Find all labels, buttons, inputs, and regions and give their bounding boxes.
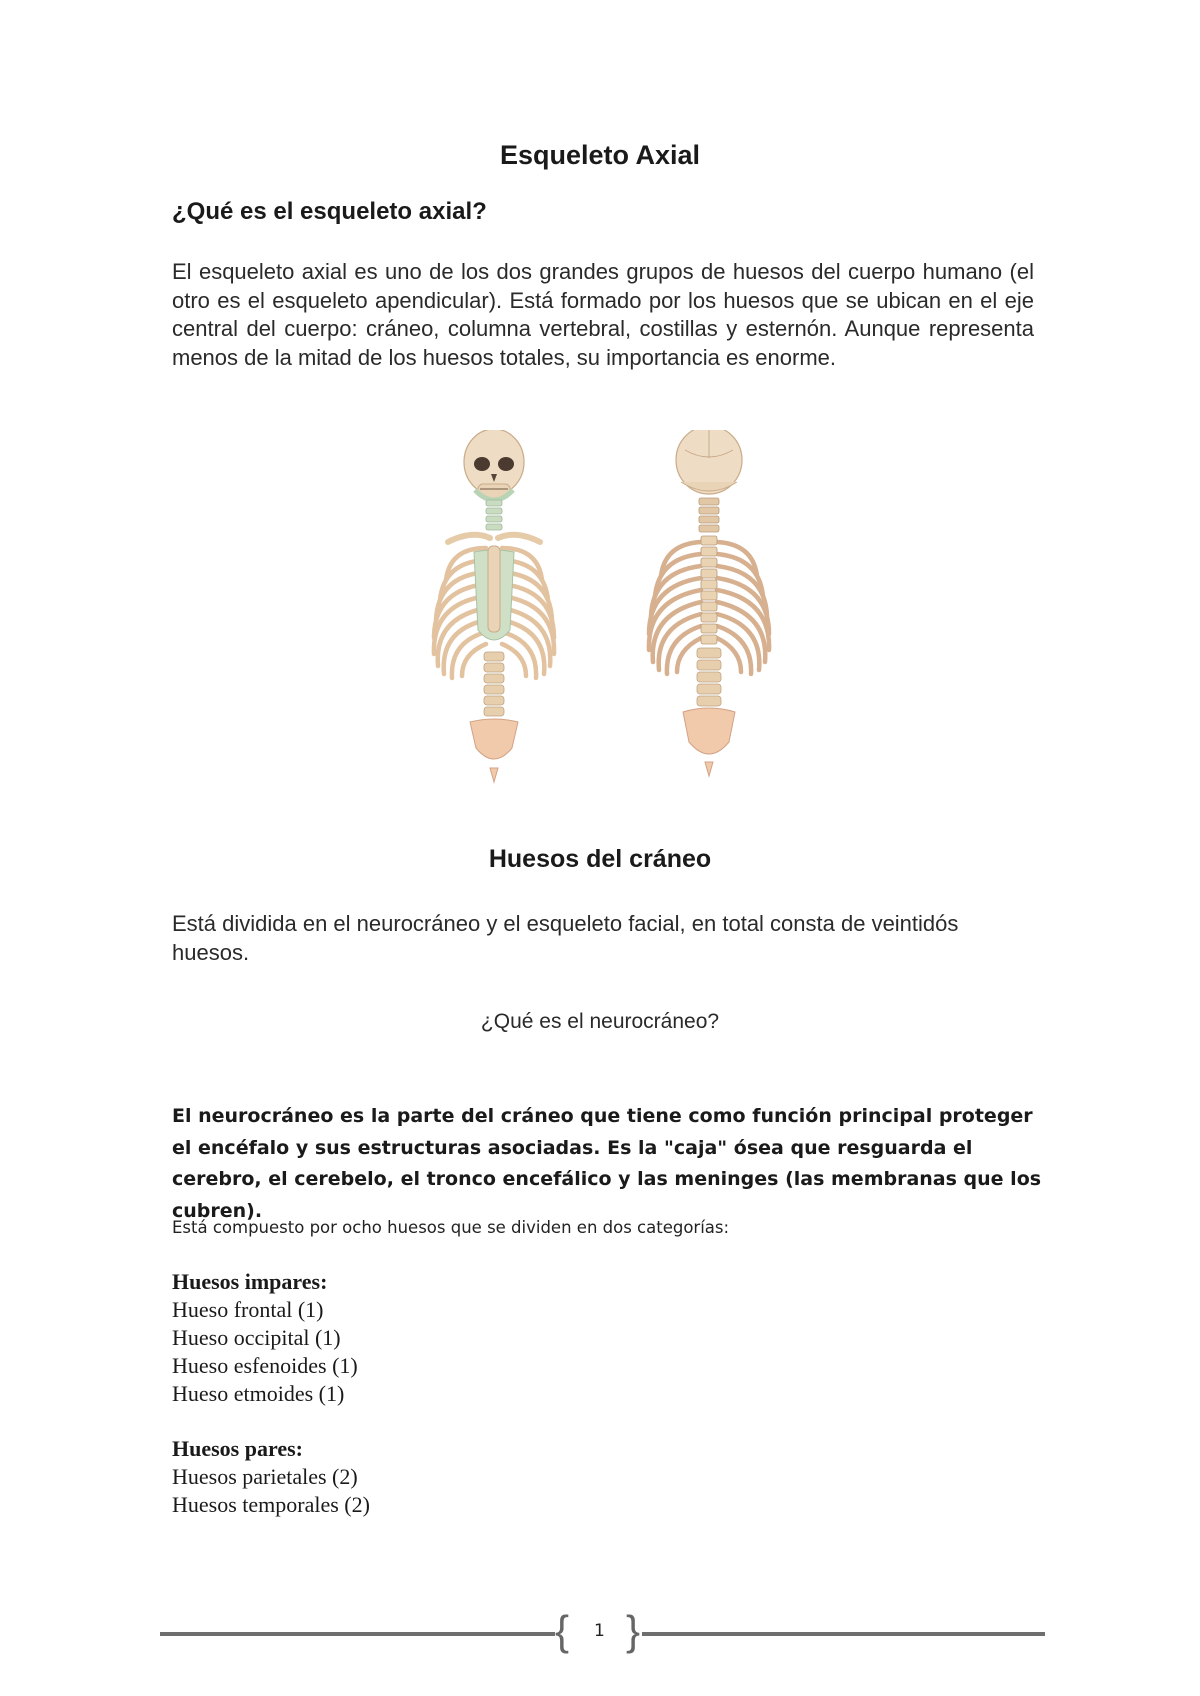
list-item: Hueso occipital (1) [172,1325,341,1350]
skeleton-anterior-view [434,430,554,782]
list-item: Huesos temporales (2) [172,1492,370,1517]
list-item: Huesos parietales (2) [172,1464,358,1489]
axial-skeleton-illustration [420,430,800,815]
left-brace-icon: { [555,1607,570,1654]
section-heading-craneo: Huesos del cráneo [488,845,712,873]
impares-heading: Huesos impares: [172,1269,328,1294]
craneo-paragraph: Está dividida en el neurocráneo y el esqueleto facial, en total consta de veintidós huesos. [172,911,959,965]
page-title: Esqueleto Axial [499,140,701,170]
pares-list [172,1435,370,1519]
intro-paragraph: El esqueleto axial es uno de los dos grandes grupos de huesos del cuerpo humano (el otro es el esqueleto apendicular). Está formado por los huesos que se ubican en el eje central del cuerpo: cráneo, columna vertebral, costillas y esternón. Aunque representa menos de la mitad de los huesos totales, su importancia es enorme. [172,259,1034,370]
page-footer [160,1602,1045,1662]
page-number: 1 [594,1621,605,1641]
footer-rule-right [642,1632,1045,1636]
footer-rule-left [160,1632,555,1636]
list-item: Hueso frontal (1) [172,1297,324,1322]
impares-list [172,1268,358,1408]
right-brace-icon: } [626,1607,641,1654]
list-intro: Está compuesto por ocho huesos que se dividen en dos categorías: [172,1218,730,1237]
neurocraneo-definition: El neurocráneo es la parte del cráneo que tiene como función principal proteger el encéfalo y sus estructuras asociadas. Es la "caja" ósea que resguarda el cerebro, el cerebelo, el tronco encefálico y las meninges (las membranas que los cubren). [172,1105,1042,1222]
list-item: Hueso etmoides (1) [172,1381,345,1406]
skeleton-posterior-view [649,430,769,776]
pares-heading: Huesos pares: [172,1436,303,1461]
section-heading-axial: ¿Qué es el esqueleto axial? [172,198,487,225]
neurocraneo-subheading: ¿Qué es el neurocráneo? [480,1010,720,1033]
list-item: Hueso esfenoides (1) [172,1353,358,1378]
